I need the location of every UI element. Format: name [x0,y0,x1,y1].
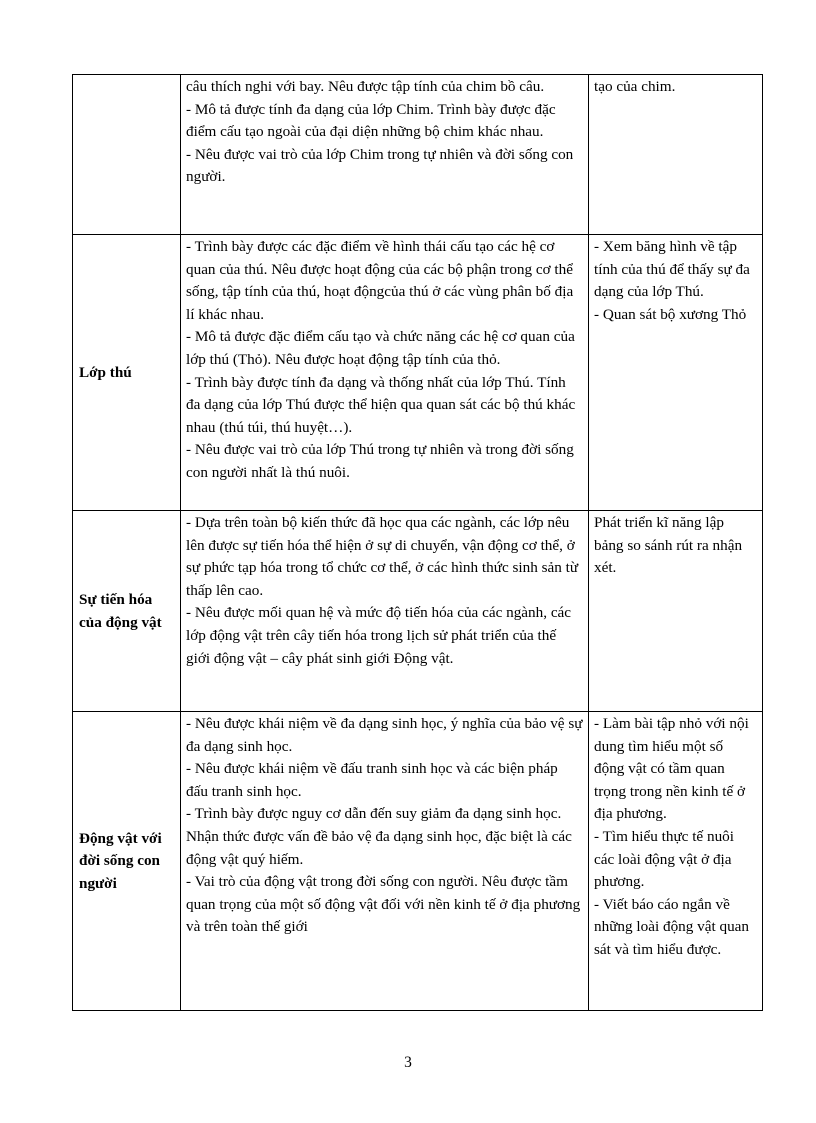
requirements-cell: câu thích nghi với bay. Nêu được tập tính của chim bồ câu. - Mô tả được tính đa dạng của lớp Chim. Trình bày được đặc điểm cấu tạo ngoài của đại diện những bộ chim khác nhau. - Nêu được vai trò của lớp Chim trong tự nhiên và đời sống con người. [181,75,589,235]
table-row [73,511,763,712]
topic-cell: Sự tiến hóa của động vật [73,511,181,712]
table-row [73,712,763,1011]
table-row [73,75,763,235]
requirements-cell: - Trình bày được các đặc điểm về hình thái cấu tạo các hệ cơ quan của thú. Nêu được hoạt động của các bộ phận trong cơ thể sống, tập tính của thú, hoạt độngcủa thú ở các vùng phân bố địa lí khác nhau. - Mô tả được đặc điểm cấu tạo và chức năng các hệ cơ quan của lớp thú (Thỏ). Nêu được hoạt động tập tính của thỏ. - Trình bày được tính đa dạng và thống nhất của lớp Thú. Tính đa dạng của lớp Thú được thể hiện qua quan sát các bộ thú khác nhau (thú túi, thú huyệt…). - Nêu được vai trò của lớp Thú trong tự nhiên và trong đời sống con người nhất là thú nuôi. [181,235,589,511]
requirements-cell: - Dựa trên toàn bộ kiến thức đã học qua các ngành, các lớp nêu lên được sự tiến hóa thể hiện ở sự di chuyển, vận động cơ thể, ở sự phức tạp hóa trong tổ chức cơ thể, ở các hình thức sinh sản từ thấp lên cao. - Nêu được mối quan hệ và mức độ tiến hóa của các ngành, các lớp động vật trên cây tiến hóa trong lịch sử phát triển của thế giới động vật – cây phát sinh giới Động vật. [181,511,589,712]
activities-cell: - Xem băng hình về tập tính của thú để thấy sự đa dạng của lớp Thú. - Quan sát bộ xương Thỏ [589,235,763,511]
curriculum-table [72,74,763,1011]
activities-cell: Phát triển kĩ năng lập bảng so sánh rút ra nhận xét. [589,511,763,712]
activities-cell: - Làm bài tập nhỏ với nội dung tìm hiểu một số động vật có tầm quan trọng trong nền kinh tế ở địa phương. - Tìm hiểu thực tế nuôi các loài động vật ở địa phương. - Viết báo cáo ngắn về những loài động vật quan sát và tìm hiểu được. [589,712,763,1011]
topic-cell: Động vật với đời sống con người [73,712,181,1011]
table-row [73,235,763,511]
requirements-cell: - Nêu được khái niệm về đa dạng sinh học, ý nghĩa của bảo vệ sự đa dạng sinh học. - Nêu được khái niệm về đấu tranh sinh học và các biện pháp đấu tranh sinh học. - Trình bày được nguy cơ dẫn đến suy giảm đa dạng sinh học. Nhận thức được vấn đề bảo vệ đa dạng sinh học, đặc biệt là các động vật quý hiếm. - Vai trò của động vật trong đời sống con người. Nêu được tầm quan trọng của một số động vật đối với nền kinh tế ở địa phương và trên toàn thế giới [181,712,589,1011]
activities-cell: tạo của chim. [589,75,763,235]
topic-cell: Lớp thú [73,235,181,511]
page-number: 3 [404,1054,412,1071]
topic-cell [73,75,181,235]
